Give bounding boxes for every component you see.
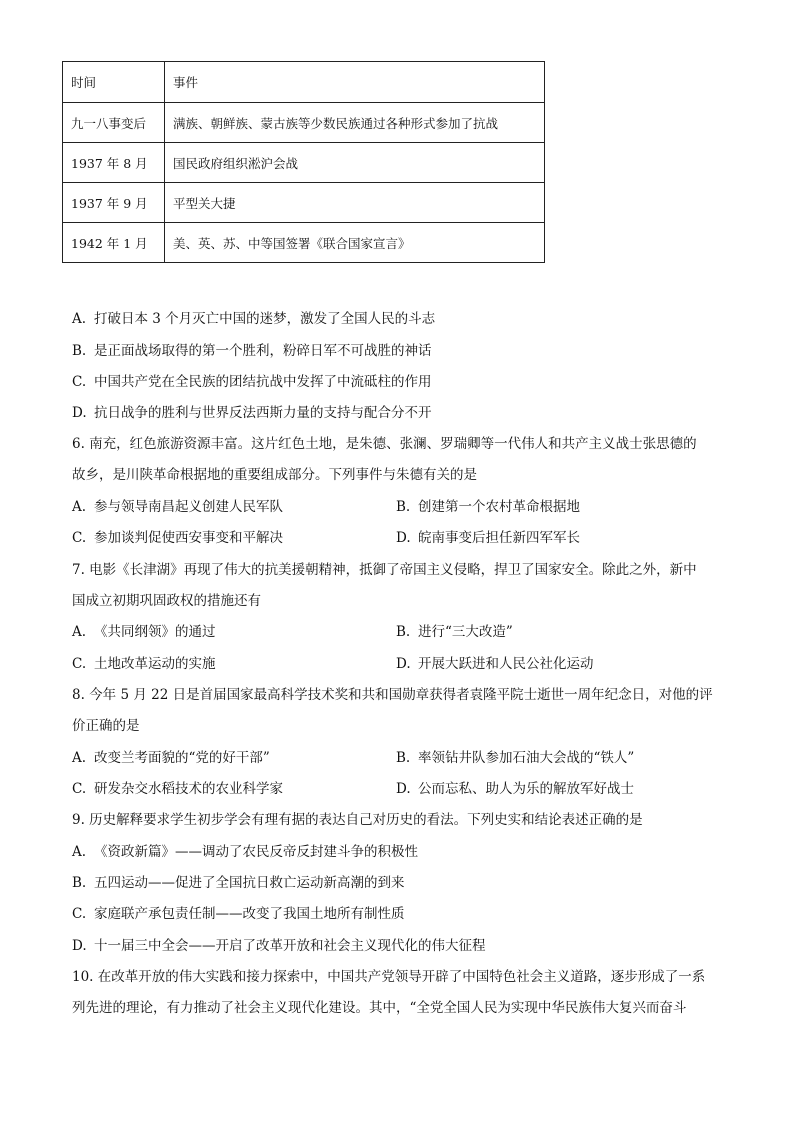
q8-option-b: B. 率领钻井队参加石油大会战的“铁人” xyxy=(396,750,635,766)
q6-option-d: D. 皖南事变后担任新四军军长 xyxy=(396,530,580,546)
row-time: 1942 年 1 月 xyxy=(63,223,165,263)
q7-option-a: A. 《共同纲领》的通过 xyxy=(72,624,216,640)
q10-stem-line2: 列先进的理论，有力推动了社会主义现代化建设。其中，“全党全国人民为实现中华民族伟大复兴而奋斗 xyxy=(72,1000,687,1016)
q5-option-a: A. 打破日本 3 个月灭亡中国的迷梦，激发了全国人民的斗志 xyxy=(72,311,436,327)
q9-stem-line1: 9. 历史解释要求学生初步学会有理有据的表达自己对历史的看法。下列史实和结论表述正确的是 xyxy=(72,812,643,828)
events-table xyxy=(62,61,545,263)
q6-option-a: A. 参与领导南昌起义创建人民军队 xyxy=(72,499,283,515)
row-event: 平型关大捷 xyxy=(165,183,545,223)
table-row xyxy=(63,183,545,223)
q6-option-c: C. 参加谈判促使西安事变和平解决 xyxy=(72,530,283,546)
q9-option-a: A. 《资政新篇》——调动了农民反帝反封建斗争的积极性 xyxy=(72,844,418,860)
q10-stem-line1: 10. 在改革开放的伟大实践和接力探索中，中国共产党领导开辟了中国特色社会主义道路，逐步形成了一系 xyxy=(72,969,706,985)
q5-option-b: B. 是正面战场取得的第一个胜利，粉碎日军不可战胜的神话 xyxy=(72,343,432,359)
q5-option-d: D. 抗日战争的胜利与世界反法西斯力量的支持与配合分不开 xyxy=(72,405,432,421)
header-event: 事件 xyxy=(165,62,545,103)
q8-option-c: C. 研发杂交水稻技术的农业科学家 xyxy=(72,781,283,797)
row-event: 国民政府组织淞沪会战 xyxy=(165,143,545,183)
q9-option-c: C. 家庭联产承包责任制——改变了我国土地所有制性质 xyxy=(72,906,405,922)
q7-stem-line2: 国成立初期巩固政权的措施还有 xyxy=(72,593,261,609)
table-row xyxy=(63,223,545,263)
q7-option-c: C. 土地改革运动的实施 xyxy=(72,656,216,672)
q8-option-d: D. 公而忘私、助人为乐的解放军好战士 xyxy=(396,781,634,797)
q6-options-row1 xyxy=(72,497,772,517)
q8-stem-line1: 8. 今年 5 月 22 日是首届国家最高科学技术奖和共和国勋章获得者袁隆平院士逝世一周年纪念日，对他的评 xyxy=(72,687,713,703)
row-event: 满族、朝鲜族、蒙古族等少数民族通过各种形式参加了抗战 xyxy=(165,103,545,143)
row-time: 1937 年 8 月 xyxy=(63,143,165,183)
table-header-row xyxy=(63,62,545,103)
table-row xyxy=(63,103,545,143)
row-time: 九一八事变后 xyxy=(63,103,165,143)
q9-option-b: B. 五四运动——促进了全国抗日救亡运动新高潮的到来 xyxy=(72,875,405,891)
q6-options-row2 xyxy=(72,528,772,548)
q6-stem-line1: 6. 南充，红色旅游资源丰富。这片红色土地，是朱德、张澜、罗瑞卿等一代伟人和共产主义战士张思德的 xyxy=(72,436,697,452)
q7-option-b: B. 进行“三大改造” xyxy=(396,624,513,640)
q7-option-d: D. 开展大跃进和人民公社化运动 xyxy=(396,656,594,672)
q8-options-row1 xyxy=(72,748,772,768)
q5-option-c: C. 中国共产党在全民族的团结抗战中发挥了中流砥柱的作用 xyxy=(72,374,432,390)
header-time: 时间 xyxy=(63,62,165,103)
q7-options-row1 xyxy=(72,622,772,642)
row-event: 美、英、苏、中等国签署《联合国家宣言》 xyxy=(165,223,545,263)
q7-options-row2 xyxy=(72,654,772,674)
q8-option-a: A. 改变兰考面貌的“党的好干部” xyxy=(72,750,270,766)
q6-option-b: B. 创建第一个农村革命根据地 xyxy=(396,499,580,515)
q7-stem-line1: 7. 电影《长津湖》再现了伟大的抗美援朝精神，抵御了帝国主义侵略，捍卫了国家安全。除此之外，新中 xyxy=(72,562,697,578)
q8-options-row2 xyxy=(72,779,772,799)
q6-stem-line2: 故乡，是川陕革命根据地的重要组成部分。下列事件与朱德有关的是 xyxy=(72,467,477,483)
q8-stem-line2: 价正确的是 xyxy=(72,718,140,734)
table-row xyxy=(63,143,545,183)
q9-option-d: D. 十一届三中全会——开启了改革开放和社会主义现代化的伟大征程 xyxy=(72,938,486,954)
row-time: 1937 年 9 月 xyxy=(63,183,165,223)
